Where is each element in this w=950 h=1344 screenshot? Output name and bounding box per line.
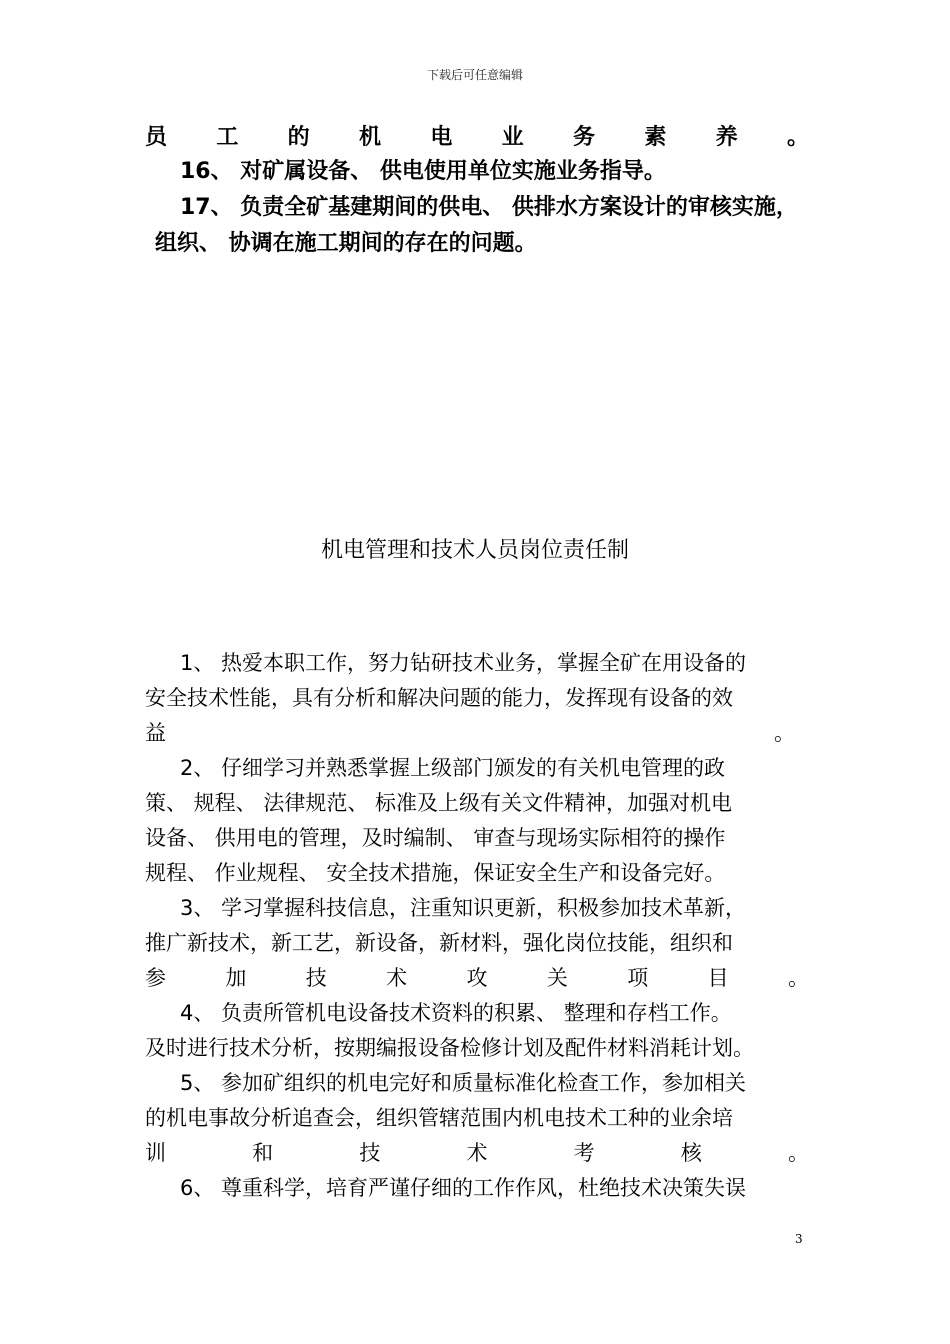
body-line-13: 5、 参加矿组织的机电完好和质量标准化检查工作，参加相关 <box>180 1071 747 1095</box>
body-line-11: 4、 负责所管机电设备技术资料的积累、 整理和存档工作。 <box>180 1001 732 1025</box>
body-line-5: 策、 规程、 法律规范、 标准及上级有关文件精神，加强对机电 <box>145 791 733 815</box>
body-line-3-end: 。 <box>774 721 795 745</box>
body-line-9: 推广新技术，新工艺，新设备，新材料，强化岗位技能，组织和 <box>145 931 733 955</box>
item-17-line-1: 17、 负责全矿基建期间的供电、 供排水方案设计的审核实施， <box>180 195 798 220</box>
body-line-7: 规程、 作业规程、 安全技术措施，保证安全生产和设备完好。 <box>145 861 726 885</box>
page-number: 3 <box>795 1232 803 1246</box>
page-header: 下载后可任意编辑 <box>426 68 523 82</box>
body-line-1: 1、 热爱本职工作，努力钻研技术业务，掌握全矿在用设备的 <box>180 651 747 675</box>
body-line-15: 训 和 技 术 考 核 。 <box>145 1141 809 1165</box>
body-line-4: 2、 仔细学习并熟悉掌握上级部门颁发的有关机电管理的政 <box>180 756 726 780</box>
body-line-16: 6、 尊重科学，培育严谨仔细的工作作风，杜绝技术决策失误 <box>180 1176 747 1200</box>
top-line-1: 员 工 的 机 电 业 务 素 养 。 <box>145 125 809 150</box>
body-line-3 <box>145 716 809 750</box>
body-line-3-start: 益 <box>145 721 166 745</box>
item-16: 16、 对矿属设备、 供电使用单位实施业务指导。 <box>180 159 666 184</box>
item-17-line-2: 组织、 协调在施工期间的存在的问题。 <box>155 231 537 256</box>
body-line-10: 参 加 技 术 攻 关 项 目 。 <box>145 966 809 990</box>
body-line-2: 安全技术性能，具有分析和解决问题的能力，发挥现有设备的效 <box>145 686 733 710</box>
body-line-8: 3、 学习掌握科技信息，注重知识更新，积极参加技术革新， <box>180 896 747 920</box>
body-line-12: 及时进行技术分析，按期编报设备检修计划及配件材料消耗计划。 <box>145 1036 754 1060</box>
section-title: 机电管理和技术人员岗位责任制 <box>320 538 629 563</box>
body-line-14: 的机电事故分析追查会，组织管辖范围内机电技术工种的业余培 <box>145 1106 733 1130</box>
body-line-6: 设备、 供用电的管理，及时编制、 审查与现场实际相符的操作 <box>145 826 726 850</box>
